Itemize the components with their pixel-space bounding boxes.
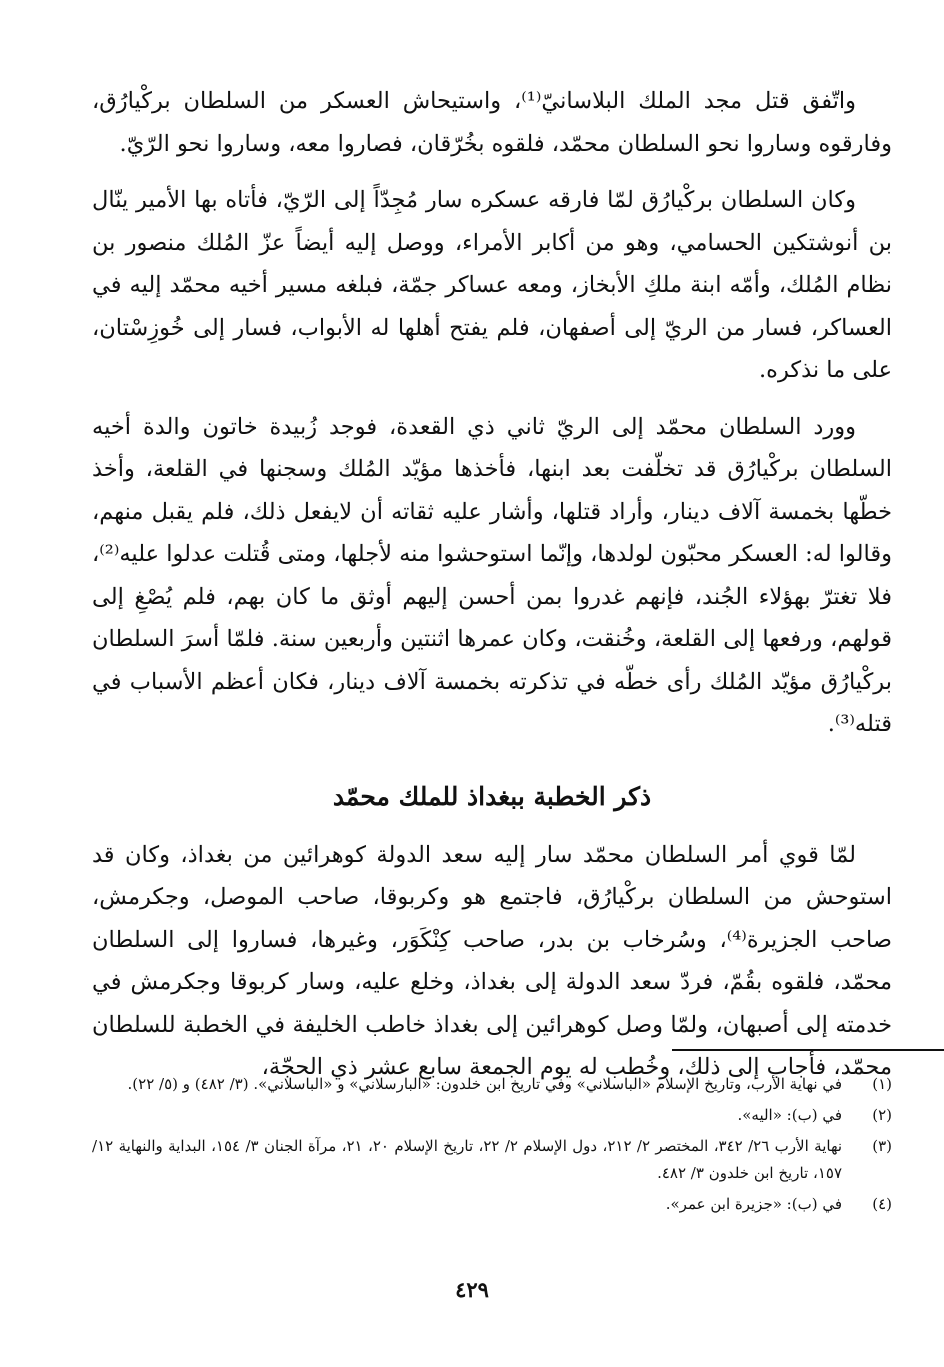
footnote-4 [92,1191,892,1218]
paragraph-2: وكان السلطان بركْيارُق لمّا فارقه عسكره سار مُجِدّاً إلى الرّيّ، فأتاه بها الأمير ينّال بن أنوشتكين الحسامي، وهو من أكابر الأمراء، ووصل إليه أيضاً عزّ المُلك منصور بن نظام المُلك، وأمّه ابنة ملكِ الأبخاز، ومعه عساكر جمّة، فبلغه مسير أخيه محمّد إليه في العساكر، فسار من الريّ إلى أصفهان، فلم يفتح أهلها له الأبواب، فسار إلى خُوزِسْتان، على ما نذكره. [92,187,892,383]
footnote-2 [92,1102,892,1129]
footnote-number: (٣) [872,1137,892,1155]
paragraph-3: وورد السلطان محمّد إلى الريّ ثاني ذي القعدة، فوجد زُبيدة خاتون والدة أخيه السلطان بركْيارُق قد تخلّفت بعد ابنها، فأخذها مؤيّد المُلك وسجنها في القلعة، وأخذ خطّها بخمسة آلاف دينار، وأراد قتلها، وأشار عليه ثقاته أن لايفعل ذلك، فلم يقبل منهم، وقالوا له: العسكر محبّون لولدها، وإنّما استوحشوا منه لأجلها، ومتى قُتلت عدلوا عليه⁽²⁾، فلا تغترّ بهؤلاء الجُند، فإنهم غدروا بمن أحسن إليهم أوثق ما كان بهم، فلم يُصْغِ إلى قولهم، ورفعها إلى القلعة، وخُنقت، وكان عمرها اثنتين وأربعين سنة. فلمّا أسرَ السلطان بركْيارُق مؤيّد المُلك رأى خطّه في تذكرته بخمسة آلاف دينار، فكان أعظم الأسباب في قتله⁽³⁾. [92,413,892,737]
footnote-number: (٢) [872,1106,892,1124]
footnote-3 [92,1133,892,1187]
footnote-text: نهاية الأرب ٢٦/ ٣٤٢، المختصر ٢/ ٢١٢، دول الإسلام ٢/ ٢٢، تاريخ الإسلام ٢٠، ٢١، مرآة الجنان ٣/ ١٥٤، البداية والنهاية ١٢/ ١٥٧، تاريخ ابن خلدون ٣/ ٤٨٢. [92,1137,843,1182]
page-number: ٤٢٩ [455,1277,489,1302]
footnote-text: في نهاية الأرب، وتاريخ الإسلام «الباسلاني» وفي تاريخ ابن خلدون: «البارسلاني» و «الباسلاني». (٣/ ٤٨٢) و (٥/ ٢٢). [127,1075,842,1093]
section-heading: ذكر الخطبة ببغداذ للملك محمّد [332,781,652,811]
footnote-separator [672,1049,944,1051]
footnote-1 [92,1071,892,1098]
footnote-text: في (ب): «اليه». [737,1106,842,1124]
paragraph-1: واتّفق قتل مجد الملك البلاسانيّ⁽¹⁾، واستيحاش العسكر من السلطان بركْيارُق، وفارقوه وساروا نحو السلطان محمّد، فلقوه بخُرّقان، فصاروا معه، وساروا نحو الرّيّ. [92,88,892,157]
page-body [92,80,892,1089]
footnote-number: (١) [872,1075,892,1093]
footnotes [92,1071,892,1222]
footnote-number: (٤) [872,1195,892,1213]
footnote-text: في (ب): «جزيرة ابن عمر». [665,1195,842,1213]
section-paragraph: لمّا قوي أمر السلطان محمّد سار إليه سعد الدولة كوهرائين من بغداذ، وكان قد استوحش من السلطان بركْيارُق، فاجتمع هو وكربوقا، صاحب الموصل، وجكرمش، صاحب الجزيرة⁽⁴⁾، وسُرخاب بن بدر، صاحب كِنْكَوَر، وغيرها، فساروا إلى السلطان محمّد، فلقوه بقُمّ، فردّ سعد الدولة إلى بغداذ، وخلع عليه، وسار كربوقا وجكرمش في خدمته إلى أصبهان، ولمّا وصل كوهرائين إلى بغداذ خاطب الخليفة في الخطبة للسلطان محمّد، فأجاب إلى ذلك، و‌خُطب له يوم الجمعة سابع عشر ذي الحجّة، [92,841,893,1080]
